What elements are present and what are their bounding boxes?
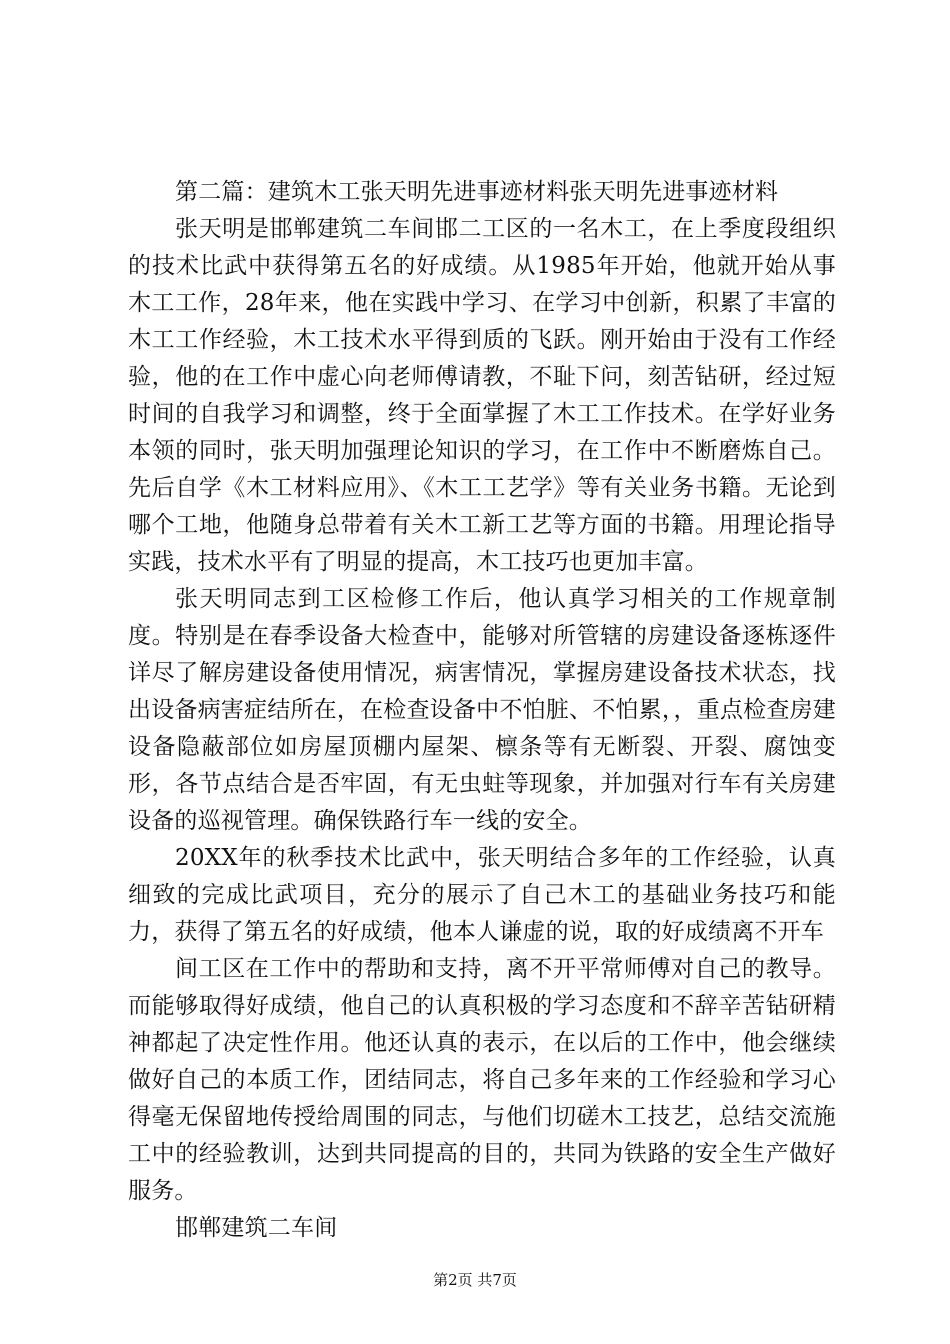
page-number-footer: 第2页 共7页 bbox=[433, 1271, 517, 1289]
paragraph-3: 20XX年的秋季技术比武中，张天明结合多年的工作经验，认真细致的完成比武项目，充分的展示了自己木工的基础业务技巧和能力，获得了第五名的好成绩，他本人谦虚的说，取的好成绩离不开车 bbox=[128, 845, 836, 945]
document-title: 第二篇：建筑木工张天明先进事迹材料张天明先进事迹材料 bbox=[175, 179, 779, 205]
signature-line: 邯郸建筑二车间 bbox=[175, 1215, 338, 1241]
paragraph-4: 间工区在工作中的帮助和支持，离不开平常师傅对自己的教导。而能够取得好成绩，他自己的认真积极的学习态度和不辞辛苦钻研精神都起了决定性作用。他还认真的表示，在以后的工作中，他会继续做好自己的本质工作，团结同志，将自己多年来的工作经验和学习心得毫无保留地传授给周围的同志，与他们切磋木工技艺，总结交流施工中的经验教训，达到共同提高的目的，共同为铁路的安全生产做好服务。 bbox=[128, 956, 836, 1204]
document-body bbox=[128, 174, 836, 1247]
paragraph-1: 张天明是邯郸建筑二车间邯二工区的一名木工，在上季度段组织的技术比武中获得第五名的好成绩。从1985年开始，他就开始从事木工工作，28年来，他在实践中学习、在学习中创新，积累了丰富的木工工作经验，木工技术水平得到质的飞跃。刚开始由于没有工作经验，他的在工作中虚心向老师傅请教，不耻下问，刻苦钻研，经过短时间的自我学习和调整，终于全面掌握了木工工作技术。在学好业务本领的同时，张天明加强理论知识的学习，在工作中不断磨炼自己。先后自学《木工材料应用》、《木工工艺学》等有关业务书籍。无论到哪个工地，他随身总带着有关木工新工艺等方面的书籍。用理论指导实践，技术水平有了明显的提高，木工技巧也更加丰富。 bbox=[128, 216, 836, 575]
paragraph-2: 张天明同志到工区检修工作后，他认真学习相关的工作规章制度。特别是在春季设备大检查中，能够对所管辖的房建设备逐栋逐件详尽了解房建设备使用情况，病害情况，掌握房建设备技术状态，找出设备病害症结所在，在检查设备中不怕脏、不怕累，，重点检查房建设备隐蔽部位如房屋顶棚内屋架、檩条等有无断裂、开裂、腐蚀变形，各节点结合是否牢固，有无虫蛀等现象，并加强对行车有关房建设备的巡视管理。确保铁路行车一线的安全。 bbox=[128, 586, 836, 834]
